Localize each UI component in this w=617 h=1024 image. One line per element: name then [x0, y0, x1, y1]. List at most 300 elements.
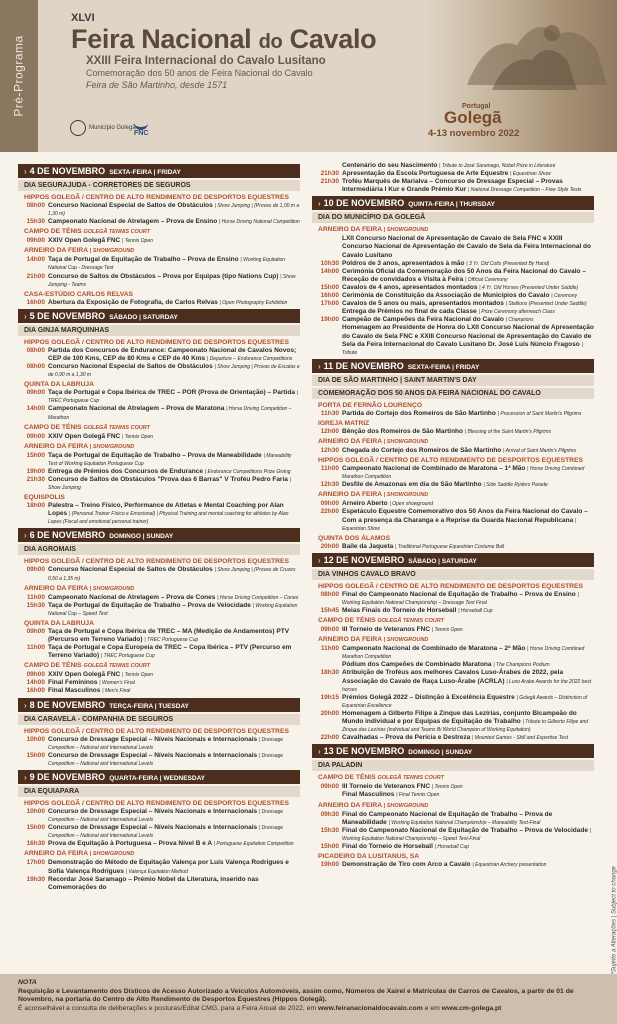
venue-heading: ARNEIRO DA FEIRA | SHOWGROUND: [318, 491, 429, 499]
event-note: | Show Jumping | (Provas de 1,00 m a 1,30 m): [48, 203, 300, 218]
event-title: Troféu Marquês de Marialva – Concurso de Dressage Especial – Provas Intermediária I Kur e Grande Prémio Kur | National Dressage Competition – Free Style Tests: [342, 178, 582, 194]
event-row: [18, 840, 300, 848]
event-title: Final Masculinos | Final Tennis Open: [342, 791, 440, 799]
event-row: [312, 500, 594, 508]
event-note: | Tennis Open: [122, 672, 153, 679]
day-header: [312, 196, 594, 210]
event-title: Final do Campeonato Nacional de Equitação de Trabalho – Prova de Ensino | Working Equitation National Championship – Dressage Test Final: [342, 590, 579, 606]
event-time: 19h00: [26, 467, 45, 475]
event-row: [312, 783, 594, 791]
event-row: [18, 237, 300, 245]
event-time: [312, 791, 339, 799]
event-time: 17h00: [26, 859, 45, 867]
event-title: Final do Campeonato Nacional de Equitação de Trabalho – Prova de Velocidade | Working Equitation National Championship – Speed Test-Final: [342, 826, 592, 842]
event-time: 09h00: [26, 432, 45, 440]
event-time: 10h00: [26, 735, 45, 743]
event-row: [312, 292, 594, 300]
venue-heading: CASA-ESTÚDIO CARLOS RELVAS: [24, 290, 133, 298]
horseshoe-icon: [134, 118, 148, 130]
venue-heading: HIPPOS GOLEGÃ / CENTRO DE ALTO RENDIMENTO DE DESPORTOS EQUESTRES: [318, 582, 583, 590]
event-row: [18, 602, 300, 618]
event-time: 11h00: [26, 593, 45, 601]
venue-heading: ARNEIRO DA FEIRA | SHOWGROUND: [318, 437, 429, 445]
event-title: Chegada do Cortejo dos Romeiros de São Martinho | Arrival of Saint Martin's Pilgrims: [342, 446, 577, 454]
event-row: [18, 876, 300, 892]
poster-header: [0, 0, 617, 152]
commemoration-line: Comemoração dos 50 anos de Feira Nacional do Cavalo: [86, 68, 313, 78]
day-date: 8 DE NOVEMBRO: [29, 699, 106, 710]
event-note: | Mounted Games - Skill and Expertise Test: [472, 735, 568, 742]
event-note: | Horse Driving Combined Marathon Competition: [342, 646, 585, 661]
event-note: | 4 Yr. Old Horses (Presented Under Saddle): [479, 284, 579, 291]
event-title: Concurso de Dressage Especial – Níveis Nacionais e Internacionais | Dressage Competition – National and International Levels: [48, 735, 284, 751]
event-time: 15h30: [320, 826, 339, 834]
day-theme: COMEMORAÇÃO DOS 50 ANOS DA FEIRA NACIONAL DO CAVALO: [312, 388, 594, 399]
event-row: [312, 300, 594, 308]
event-time: [312, 235, 339, 259]
event-note: | Women's Final: [99, 680, 135, 687]
event-row: [312, 734, 594, 742]
event-time: 16h30: [26, 840, 45, 848]
event-row: [312, 645, 594, 661]
event-time: 20h00: [320, 542, 339, 550]
event-time: 15h00: [26, 824, 45, 832]
weekday: SEXTA-FEIRA | FRIDAY: [407, 363, 480, 371]
programme-left-column: [18, 162, 300, 892]
event-title: Campeonato Nacional de Combinado de Maratona – 1ª Mão | Horse Driving Combined Marathon Competition: [342, 465, 585, 481]
venue-subtitle: | SHOWGROUND: [89, 851, 135, 858]
day-header: [18, 528, 300, 542]
event-time: 22h00: [320, 508, 339, 516]
event-time: 19h30: [26, 875, 45, 883]
event-row: [18, 433, 300, 441]
event-note: | National Dressage Competition – Free Style Tests: [468, 187, 582, 194]
chevron-right-icon: ›: [318, 747, 321, 757]
side-banner: [0, 0, 38, 152]
event-row: [18, 736, 300, 752]
event-title: Entrega de Prémios no final de cada Classe | Prize Ceremony afterreach Class: [342, 308, 555, 316]
event-row: [312, 268, 594, 284]
venue-subtitle: | SHOWGROUND: [89, 248, 135, 255]
event-note: | Prize Ceremony afterreach Class: [478, 309, 555, 316]
venue-heading: CAMPO DE TÉNIS GOLEGÃ TENNIS COURT: [24, 228, 150, 236]
event-row: [18, 476, 300, 492]
event-time: 10h30: [320, 259, 339, 267]
event-note: | Show Jumping | (Provas de Cruzes 0,50 a 1,35 m): [48, 567, 296, 582]
event-note: | Luso Arabe Awards for the 2022 best horses: [342, 678, 592, 693]
event-title: Abertura da Exposição de Fotografia, de Carlos Relvas | Open Photography Exhibition: [48, 298, 288, 306]
event-title: Concurso de Saltos de Obstáculos – Prova por Equipas (tipo Nations Cup) | Show Jumping - Teams: [48, 272, 296, 288]
event-title: Prémios Golegã 2022 – Distinção à Excelência Equestre | Golegã Awards – Distinction of Equestrian Excellence: [342, 693, 588, 709]
country-label: Portugal: [462, 103, 491, 110]
event-row: [312, 428, 594, 436]
event-note: | The Champions Podium: [493, 662, 550, 669]
event-title: Partida dos Concursos de Endurance: Campeonato Nacional de Cavalos Novos; CEP de 100 Kms, CEP de 80 Kms e CEP de 40 Kms | Departure – Endurance Competitions: [48, 346, 297, 362]
event-row: [312, 669, 594, 693]
event-title: Homenagem ao Presidente de Honra do LXII Concurso Nacional de Apresentação do Cavalo de Sela FNC e XXIII Concurso Nacional de Apresentação do Cavalo de Sela da Feira Internacional do Cavalo Lusitano Dr. José Luís Núncio Fragoso | Tribute: [342, 324, 594, 356]
chevron-right-icon: ›: [24, 772, 27, 782]
event-title: Final do Torneio de Horseball | Horseball Cup: [342, 842, 470, 850]
day-date: 5 DE NOVEMBRO: [29, 310, 106, 321]
event-time: 15h00: [320, 283, 339, 291]
event-note: | Open showground: [389, 501, 433, 508]
weekday: SÁBADO | SATURDAY: [408, 557, 477, 565]
day-theme: DIA CARAVELA - COMPANHIA DE SEGUROS: [18, 714, 300, 725]
event-note: | TREC Portuguese Cup: [48, 390, 299, 405]
event-note: | Traditional Portuguese Equestrian Costume Ball: [395, 543, 505, 550]
venue-heading: IGREJA MATRIZ: [318, 419, 370, 427]
event-title: Taça de Portugal e Copa Europeia de TREC – Copa Ibérica – PTV (Percurso em Terreno Variado) | TREC Portuguese Cup: [48, 644, 292, 660]
event-time: 15h00: [320, 842, 339, 850]
event-title: Espetáculo Equestre Comemorativo dos 50 Anos da Feira Nacional do Cavalo – Com a presença da Charanga e a Reprise da Guarda Nacional Republicana | Equestrian Show: [342, 508, 588, 532]
weekday: SÁBADO | SATURDAY: [109, 313, 178, 321]
event-row: [18, 824, 300, 840]
event-row: [312, 827, 594, 843]
event-time: [312, 162, 339, 170]
event-row: [18, 752, 300, 768]
event-time: 10h00: [26, 807, 45, 815]
event-time: 19h15: [320, 693, 339, 701]
venue-subtitle: GOLEGÃ TENNIS COURT: [377, 775, 444, 782]
event-time: 08h00: [26, 202, 45, 209]
event-title: Bênção dos Romeiros de São Martinho | Blessing of the Saint Martin's Pilgrims: [342, 427, 551, 435]
event-time: 21h30: [320, 178, 339, 186]
day-theme: DIA AGROMAIS: [18, 544, 300, 555]
venue-heading: ARNEIRO DA FEIRA | SHOWGROUND: [24, 247, 135, 255]
event-title: Concurso de Saltos de Obstáculos "Prova das 6 Barras" V Troféu Pedro Faria | Show Jumping: [48, 475, 292, 492]
event-row: [312, 694, 594, 710]
event-title: Taça de Portugal e Copa Ibérica de TREC – MA (Medição de Andamentos) PTV (Percurso em Terreno Variado) | TREC Portuguese Cup: [48, 627, 290, 643]
event-title: Apresentação da Escola Portuguesa de Arte Equestre | Equestrian Show: [342, 170, 551, 178]
event-note: | Arrival of Saint Martin's Pilgrims: [503, 447, 577, 454]
event-dates: 4-13 novembro 2022: [428, 128, 520, 139]
event-row: [312, 447, 594, 455]
venue-subtitle: | SHOWGROUND: [383, 438, 429, 445]
event-row: [18, 502, 300, 526]
event-title: Centenário do seu Nascimento | Tribute to José Saramago, Nobel Prize in Literature: [342, 162, 556, 169]
venue-heading: ARNEIRO DA FEIRA | SHOWGROUND: [24, 442, 135, 450]
event-title: Final Masculinos | Men's Final: [48, 687, 131, 695]
event-note: | Champions: [505, 317, 534, 324]
venue-subtitle: GOLEGÃ TENNIS COURT: [83, 229, 150, 236]
event-time: 09h00: [320, 626, 339, 634]
event-title: Cavalos de 5 anos ou mais, apresentados montados | Stallions (Presented Under Saddle): [342, 300, 587, 308]
event-time: 21h30: [320, 170, 339, 178]
event-note: | Men's Final: [102, 688, 131, 695]
event-title: Entrega de Prémios dos Concursos de Endurance | Endurance Competitions Prize Giving: [48, 467, 291, 475]
chevron-right-icon: ›: [318, 555, 321, 565]
event-row: [18, 363, 300, 379]
town-label: Golegã: [444, 108, 502, 127]
event-note: | Horse Driving Competition – Marathon: [48, 406, 292, 421]
event-note: | Horseball Cup: [458, 608, 493, 614]
event-time: 15h30: [26, 601, 45, 609]
event-note: | Working Equitation National Championship – Maneability Test-Final: [388, 819, 541, 826]
event-note: | Dressage Competition – National and International Levels: [48, 825, 284, 840]
event-title: Recordar José Saramago – Prémio Nobel da Literatura, inserido nas Comemorações do: [48, 875, 259, 891]
event-time: [312, 308, 339, 316]
event-row: [18, 808, 300, 824]
event-row: [18, 452, 300, 468]
event-row: [18, 566, 300, 582]
event-title: III Torneio de Veteranos FNC | Tennis Open: [342, 626, 463, 634]
programme-right-column: [312, 162, 594, 869]
event-note: | Tribute to Gilberto Filipe and Zinque das Lezírias (individual and Teams Bi World Champion of Working Equitation): [342, 719, 588, 734]
event-row: [312, 162, 594, 170]
event-title: Palestra – Treino Físico, Performance de Atletas e Mental Coaching por Alan Lopes | (Personal Trainer Físico e Emocional) | Physical Training and mental coaching for athletes by Alan Lopes (Fiscal and emotional personal trainer): [48, 502, 289, 526]
event-note: | (Personal Trainer Físico e Emocional) | Physical Training and mental coaching for athletes by Alan Lopes (Fiscal and emotional personal trainer): [48, 511, 289, 526]
event-row: [18, 644, 300, 660]
event-note: | Endurance Competitions Prize Giving: [204, 468, 291, 475]
chevron-right-icon: ›: [318, 361, 321, 371]
day-theme: DIA GINJA MARQUINHAS: [18, 325, 300, 336]
event-time: 09h00: [26, 627, 45, 635]
event-note: | Working Equitation National Championship – Speed Test-Final: [342, 827, 592, 842]
event-row: [312, 626, 594, 634]
event-title: Campeonato Nacional de Atrelagem – Prova de Cones | Horse Driving Competition – Cones: [48, 593, 299, 601]
event-time: 12h30: [320, 481, 339, 489]
weekday: QUARTA-FEIRA | WEDNESDAY: [109, 774, 206, 782]
chevron-right-icon: ›: [24, 531, 27, 541]
event-note: | Tennis Open: [431, 784, 463, 791]
day-date: 4 DE NOVEMBRO: [29, 166, 106, 176]
event-row: [18, 687, 300, 695]
fnc-website-link[interactable]: www.feiranacionaldocavalo.com: [318, 1004, 423, 1012]
municipality-logo: Município Golegã: [70, 120, 136, 136]
day-theme: DIA PALADIN: [312, 760, 594, 771]
event-title: Arneiro Aberto | Open showground: [342, 500, 433, 508]
event-note: | Equestrian Show: [510, 171, 551, 178]
event-time: 08h00: [320, 590, 339, 598]
event-time: 17h00: [320, 300, 339, 308]
day-theme: DIA DO MUNICÍPIO DA GOLEGÃ: [312, 212, 594, 223]
venue-heading: QUINTA DA LABRUJA: [24, 381, 94, 389]
venue-subtitle: | SHOWGROUND: [89, 585, 135, 592]
event-title: Concurso de Dressage Especial – Níveis Nacionais e Internacionais | Dressage Competition – National and International Levels: [48, 751, 284, 767]
event-row: [312, 811, 594, 827]
event-row: [18, 256, 300, 272]
event-time: 22h00: [320, 734, 339, 742]
venue-heading: EQUISPOLIS: [24, 494, 65, 502]
event-title: Campeão de Campeões da Feira Nacional do Cavalo | Champions: [342, 316, 534, 324]
day-date: 12 DE NOVEMBRO: [323, 554, 405, 565]
event-time: 19h00: [320, 860, 339, 868]
event-title: XXIV Open Golegã FNC | Tennis Open: [48, 432, 153, 440]
event-row: [312, 235, 594, 259]
event-title: Taça de Portugal de Equitação de Trabalho – Prova de Velocidade | Working Equitation National Cup – Speed Test: [48, 601, 298, 617]
event-note: | Working Equitation National Cup - Dressage Test: [48, 257, 286, 272]
venue-subtitle: | SHOWGROUND: [383, 492, 429, 499]
event-row: [312, 316, 594, 324]
event-time: 08h00: [26, 346, 45, 354]
note-line-2: É aconselhável a consulta de deliberações e posturas/Edital CMG, para a Feira Anual de 2022, em www.feiranacionaldocavalo.com e em www.cm-golega.pt: [18, 1004, 502, 1012]
event-note: | Working Equitation National Championship – Dressage Test Final: [342, 591, 579, 606]
event-title: Demonstração de Tiro com Arco a Cavalo | Equestrian Archery presentation: [342, 860, 547, 868]
venue-heading: ARNEIRO DA FEIRA | SHOWGROUND: [318, 636, 429, 644]
event-row: [312, 465, 594, 481]
event-note: | Side Saddle Ryders Parade: [483, 482, 548, 489]
event-note: | Horse Driving Combined Marathon Competition: [342, 466, 585, 481]
day-theme: DIA EQUIAPARA: [18, 786, 300, 797]
event-title: Baile da Jaqueta | Traditional Portuguese Equestrian Costume Ball: [342, 542, 505, 550]
weekday: SEXTA-FEIRA | FRIDAY: [109, 169, 181, 176]
event-row: [18, 859, 300, 875]
event-note: | Portuguese Equitation Competition: [213, 841, 294, 848]
event-note: | Equestrian Archery presentation: [472, 861, 547, 868]
event-row: [312, 861, 594, 869]
event-time: 18h30: [320, 669, 339, 677]
chevron-right-icon: ›: [24, 311, 27, 321]
day-header: [18, 309, 300, 323]
event-title: Campeonato Nacional de Combinado de Maratona – 2ª Mão | Horse Driving Combined Marathon Competition: [342, 645, 585, 661]
event-note: | Procession of Saint Martin's Pilgrims: [497, 410, 582, 417]
event-row: [18, 218, 300, 226]
fnc-logo: FNC: [134, 118, 148, 137]
day-date: 6 DE NOVEMBRO: [29, 530, 106, 541]
event-time: 12h30: [320, 446, 339, 454]
event-title: Poldros de 3 anos, apresentados à mão | 3 Yr. Old Colts (Presented By Hand): [342, 259, 550, 267]
event-note: | Horse Driving Competition – Cones: [217, 594, 299, 601]
event-row: [312, 481, 594, 489]
subject-to-change-note: *Sujeito a Alterações | Subject to change: [611, 866, 617, 975]
event-row: [312, 410, 594, 418]
venue-subtitle: | SHOWGROUND: [383, 227, 429, 234]
event-title: Campeonato Nacional de Atrelagem – Prova de Maratona | Horse Driving Competition – Marathon: [48, 405, 292, 421]
event-title: Campeonato Nacional de Atrelagem – Prova de Ensino | Horse Driving National Competition: [48, 218, 300, 226]
cmg-website-link[interactable]: www.cm-golega.pt: [441, 1004, 502, 1012]
event-note: | 3 Yr. Old Colts (Presented By Hand): [466, 260, 550, 267]
venue-subtitle: | SHOWGROUND: [89, 443, 135, 450]
event-note: | Tennis Open: [431, 627, 463, 634]
horses-sculpture-icon: [447, 5, 617, 105]
event-note: | Maneability Test of Working Equitation Portuguese Cup: [48, 452, 292, 467]
venue-subtitle: GOLEGÃ TENNIS COURT: [83, 424, 150, 431]
day-theme: DIA VINHOS CAVALO BRAVO: [312, 569, 594, 580]
event-note: | Tennis Open: [122, 238, 153, 245]
day-date: 9 DE NOVEMBRO: [29, 771, 106, 782]
event-time: 14h00: [26, 679, 45, 687]
event-note: | Show Jumping | Provas de Escalas e de 0,90 m a 1,30 m: [48, 364, 300, 379]
event-row: [312, 843, 594, 851]
venue-heading: HIPPOS GOLEGÃ / CENTRO DE ALTO RENDIMENTO DE DESPORTOS EQUESTRES: [24, 338, 289, 346]
event-time: 18h00: [26, 502, 45, 510]
venue-subtitle: | SHOWGROUND: [383, 802, 429, 809]
event-note: | Departure – Endurance Competitions: [206, 355, 293, 362]
venue-subtitle: GOLEGÃ TENNIS COURT: [83, 663, 150, 670]
event-time: [312, 661, 339, 669]
venue-heading: HIPPOS GOLEGÃ / CENTRO DE ALTO RENDIMENTO DE DESPORTOS EQUESTRES: [318, 457, 583, 465]
event-time: 16h00: [26, 298, 45, 306]
event-row: [312, 324, 594, 356]
venue-heading: CAMPO DE TÉNIS GOLEGÃ TENNIS COURT: [318, 774, 444, 782]
event-title: Partida do Cortejo dos Romeiros de São Martinho | Procession of Saint Martin's Pilgrims: [342, 409, 582, 417]
event-title: III Torneio de Veteranos FNC | Tennis Open: [342, 783, 463, 791]
venue-heading: CAMPO DE TÉNIS GOLEGÃ TENNIS COURT: [24, 423, 150, 431]
weekday: DOMINGO | SUNDAY: [408, 749, 473, 757]
event-note: | Open Photography Exhibition: [219, 299, 288, 306]
event-row: [312, 591, 594, 607]
event-time: 09h00: [26, 671, 45, 679]
venue-heading: CAMPO DE TÉNIS GOLEGÃ TENNIS COURT: [24, 662, 150, 670]
event-note: | Working Equitation National Cup – Speed Test: [48, 602, 298, 617]
event-time: 15h00: [26, 451, 45, 459]
event-title: Cavalos de 4 anos, apresentados montados | 4 Yr. Old Horses (Presented Under Saddle): [342, 283, 579, 291]
event-row: [312, 508, 594, 532]
event-time: 09h00: [320, 783, 339, 791]
event-row: [312, 308, 594, 316]
event-row: [312, 170, 594, 178]
municipality-seal-icon: [70, 120, 86, 136]
event-row: [18, 594, 300, 602]
venue-heading: ARNEIRO DA FEIRA | SHOWGROUND: [318, 226, 429, 234]
venue-heading: HIPPOS GOLEGÃ / CENTRO DE ALTO RENDIMENTO DE DESPORTOS EQUESTRES: [24, 558, 289, 566]
event-row: [312, 791, 594, 799]
event-time: 14h00: [26, 256, 45, 264]
weekday: DOMINGO | SUNDAY: [109, 533, 174, 541]
event-title: Cavalhadas – Prova de Perícia e Destreza | Mounted Games - Skill and Expertise Test: [342, 734, 568, 742]
event-title: Meias Finais do Torneio de Horseball | Horseball Cup: [342, 607, 493, 614]
event-title: Taça de Portugal de Equitação de Trabalho – Prova de Maneabilidade | Maneability Test of Working Equitation Portuguese Cup: [48, 451, 292, 467]
venue-heading: HIPPOS GOLEGÃ / CENTRO DE ALTO RENDIMENTO DE DESPORTOS EQUESTRES: [24, 799, 289, 807]
day-date: 13 DE NOVEMBRO: [323, 746, 405, 757]
venue-heading: HIPPOS GOLEGÃ / CENTRO DE ALTO RENDIMENTO DE DESPORTOS EQUESTRES: [24, 194, 289, 201]
event-note: | Horse Driving National Competition: [218, 219, 300, 226]
event-note: | Golegã Awards – Distinction of Equestrian Excellence: [342, 694, 588, 709]
event-title: Concurso de Dressage Especial – Níveis Nacionais e Internacionais | Dressage Competition – National and International Levels: [48, 824, 284, 840]
event-title: Demonstração do Método de Equitação Valença por Luís Valença Rodrigues e Sofia Valença Rodrigues | Valença Equitation Method: [48, 859, 289, 875]
event-note: | Official Ceremony: [465, 276, 508, 283]
edition-number: XLVI: [71, 12, 95, 24]
day-date: 10 DE NOVEMBRO: [323, 198, 405, 209]
event-time: 08h00: [26, 363, 45, 371]
event-time: 09h00: [26, 566, 45, 574]
event-row: [312, 710, 594, 734]
event-title: Concurso Nacional Especial de Saltos de Obstáculos | Show Jumping | (Provas de Cruzes 0,50 a 1,35 m): [48, 566, 296, 582]
day-date: 11 DE NOVEMBRO: [323, 360, 404, 371]
event-note: | Tennis Open: [122, 433, 153, 440]
event-row: [312, 607, 594, 615]
event-note: | Stallions (Presented Under Saddle): [505, 301, 587, 308]
event-title: Pódium dos Campeões de Combinado Maratona | The Champions Podium: [342, 661, 550, 669]
event-row: [312, 543, 594, 551]
chevron-right-icon: ›: [24, 167, 27, 176]
event-row: [18, 679, 300, 687]
event-title: Cerimónia Oficial da Comemoração dos 50 Anos da Feira Nacional do Cavalo – Receção de convidados e Visita à Feira | Official Ceremony: [342, 267, 586, 283]
event-row: [312, 284, 594, 292]
venue-heading: QUINTA DOS ÁLAMOS: [318, 534, 391, 542]
event-time: 15h45: [320, 607, 339, 614]
day-header: [18, 164, 300, 178]
venue-heading: QUINTA DA LABRUJA: [24, 619, 94, 627]
event-note: | Tribute to José Saramago, Nobel Prize in Literature: [439, 163, 556, 169]
event-note: | Show Jumping - Teams: [48, 273, 296, 288]
chevron-right-icon: ›: [24, 700, 27, 710]
subtitle: XXIII Feira Internacional do Cavalo Lusitano: [86, 55, 326, 67]
event-row: [18, 468, 300, 476]
event-time: 15h30: [26, 218, 45, 226]
event-note: | Equestrian Show: [342, 517, 577, 532]
event-title: Cerimónia de Constituição da Associação de Municípios do Cavalo | Ceremony: [342, 292, 578, 300]
event-time: 20h00: [320, 709, 339, 717]
event-note: | Blessing of the Saint Martin's Pilgrims: [464, 428, 551, 435]
event-title: Homenagem a Gilberto Filipe à Zinque das Lezírias, conjunto Bicampeão do Mundo individual e por Equipas de Equitação de Trabalho | Tribute to Gilberto Filipe and Zinque das Lezírias (individual and Teams Bi World Champion of Working Equitation): [342, 709, 588, 734]
event-note: | TREC Portuguese Cup: [100, 653, 155, 660]
page-title: Feira Nacional do Cavalo: [71, 24, 377, 54]
event-time: 19h00: [320, 316, 339, 324]
day-header: [18, 698, 300, 712]
event-title: Concurso Nacional Especial de Saltos de Obstáculos | Show Jumping | Provas de Escalas e de 0,90 m a 1,30 m: [48, 363, 300, 379]
event-time: 11h00: [26, 644, 45, 652]
